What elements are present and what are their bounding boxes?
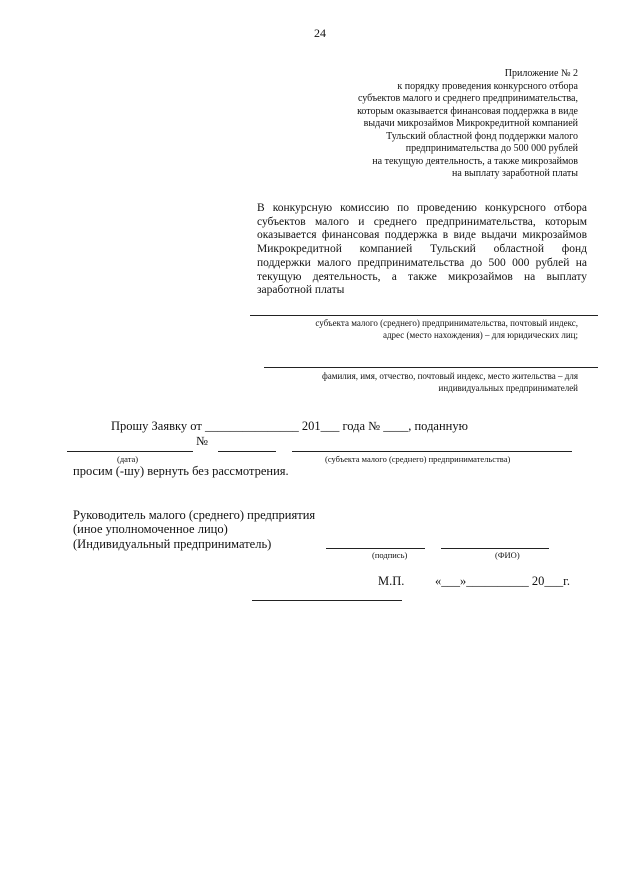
appendix-line: Тульский областной фонд поддержки малого [386, 130, 578, 142]
appendix-line: предпринимательства до 500 000 рублей [405, 143, 578, 154]
individual-caption: индивидуальных предпринимателей [438, 383, 578, 393]
request-subject-line[interactable] [292, 451, 572, 452]
addressee-line: В конкурсную комиссию по проведению конкурсного отбора [257, 202, 587, 214]
signature-date-field[interactable]: «___»__________ 20___г. [435, 574, 570, 588]
appendix-line: на текущую деятельность, а также микрозаймов [372, 155, 578, 167]
request-line [111, 419, 468, 434]
request-number-field[interactable]: ____ [383, 419, 409, 433]
appendix-line: Приложение № 2 [504, 68, 578, 79]
appendix-line: на выплату заработной платы [452, 168, 578, 179]
page-number: 24 [314, 26, 326, 40]
request-year-prefix: 201 [301, 419, 321, 433]
addressee-block [257, 202, 587, 298]
return-text: просим (-шу) вернуть без рассмотрения. [73, 464, 289, 478]
addressee-line: Микрокредитной компанией Тульский областной фонд [257, 243, 587, 256]
addressee-line: поддержки малого предпринимательства до 500 000 рублей на [257, 256, 587, 269]
signature-field-line[interactable] [326, 548, 425, 549]
signer-title-line: Руководитель малого (среднего) предприятия [73, 508, 316, 522]
appendix-line: к порядку проведения конкурсного отбора [397, 80, 578, 92]
request-prefix: Прошу Заявку от [111, 419, 202, 433]
separator-line [252, 600, 402, 601]
stamp-label: М.П. [378, 574, 405, 588]
signature-caption: (подпись) [372, 550, 408, 560]
addressee-line: субъектов малого и среднего предпринимательства, которым [257, 215, 587, 228]
appendix-line: которым оказывается финансовая поддержка в виде [357, 105, 578, 117]
legal-entity-caption: адрес (место нахождения) – для юридических лиц; [382, 330, 578, 340]
request-suffix: , поданную [408, 419, 468, 433]
addressee-line: заработной платы [257, 284, 345, 297]
addressee-line: текущую деятельность, а также микрозаймов на выплату [257, 270, 587, 283]
legal-entity-caption: субъекта малого (среднего) предпринимательства, почтовый индекс, [315, 318, 578, 328]
request-number-sign: № [196, 434, 208, 448]
date-caption: (дата) [117, 454, 139, 464]
request-date-line[interactable] [67, 451, 193, 452]
subject-caption: (субъекта малого (среднего) предпринимательства) [325, 454, 511, 464]
appendix-header [357, 68, 578, 181]
individual-field-line[interactable] [264, 367, 598, 368]
appendix-line: субъектов малого и среднего предпринимательства, [357, 93, 578, 104]
request-year-word: года № [342, 419, 381, 433]
signer-title-line: (Индивидуальный предприниматель) [73, 537, 272, 551]
request-number-line[interactable] [218, 451, 276, 452]
name-caption: (ФИО) [495, 550, 520, 560]
appendix-line: выдачи микрозаймов Микрокредитной компанией [363, 118, 578, 129]
request-date-field[interactable]: _______________ [204, 419, 299, 433]
individual-caption: фамилия, имя, отчество, почтовый индекс, место жительства – для [321, 371, 578, 381]
request-year-field[interactable]: ___ [320, 419, 340, 433]
legal-entity-field-line[interactable] [250, 315, 598, 316]
addressee-line: оказывается финансовая поддержка в виде выдачи микрозаймов [257, 229, 587, 242]
name-field-line[interactable] [441, 548, 549, 549]
signer-title-line: (иное уполномоченное лицо) [73, 522, 228, 536]
